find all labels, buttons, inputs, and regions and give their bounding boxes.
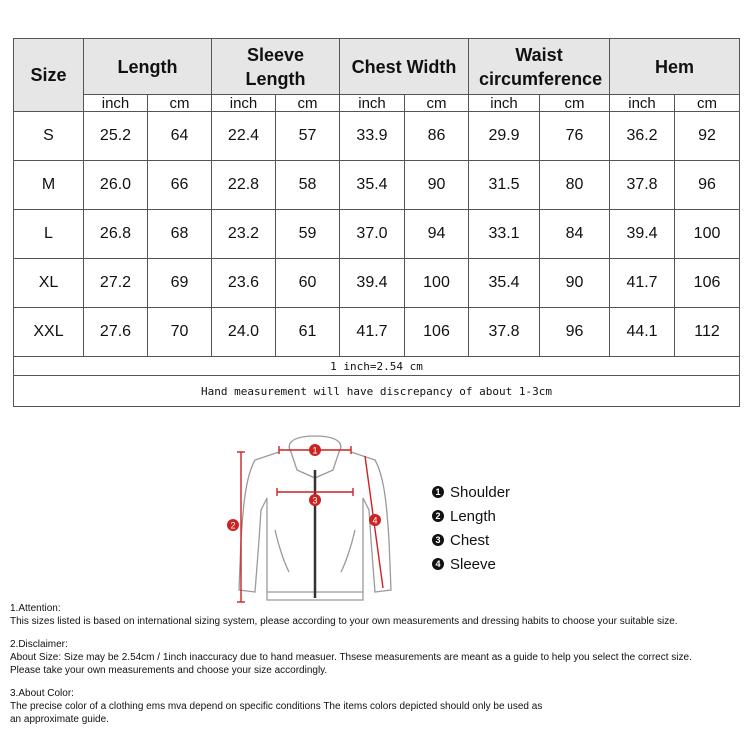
marker-1-label: 1 xyxy=(312,445,318,456)
cell-value: 33.9 xyxy=(340,112,405,161)
cell-value: 84 xyxy=(540,210,610,259)
cell-value: 39.4 xyxy=(340,259,405,308)
cell-value: 39.4 xyxy=(610,210,675,259)
conversion-row xyxy=(14,357,740,376)
cell-value: 69 xyxy=(148,259,212,308)
cell-value: 23.2 xyxy=(212,210,276,259)
header-hem: Hem xyxy=(610,39,740,95)
color-block xyxy=(10,687,745,726)
cell-size: L xyxy=(14,210,84,259)
color-text-2: an approximate guide. xyxy=(10,714,109,725)
attention-title: 1.Attention: xyxy=(10,603,61,614)
cell-value: 58 xyxy=(276,161,340,210)
cell-value: 22.4 xyxy=(212,112,276,161)
header-waist-circumference xyxy=(469,39,610,95)
unit-inch: inch xyxy=(212,95,276,112)
header-sleeve-length-text: Sleeve Length xyxy=(245,44,306,89)
legend-label-shoulder: Shoulder xyxy=(450,483,511,501)
size-chart-table xyxy=(13,38,740,407)
cell-value: 31.5 xyxy=(469,161,540,210)
table-row xyxy=(14,210,740,259)
cell-value: 106 xyxy=(675,259,740,308)
table-row xyxy=(14,308,740,357)
unit-inch: inch xyxy=(610,95,675,112)
header-length: Length xyxy=(84,39,212,95)
header-chest-width: Chest Width xyxy=(340,39,469,95)
header-size: Size xyxy=(14,39,84,112)
cell-value: 70 xyxy=(148,308,212,357)
unit-row xyxy=(14,95,740,112)
marker-1 xyxy=(309,444,321,456)
cell-value: 26.0 xyxy=(84,161,148,210)
notes-section xyxy=(10,602,745,736)
cell-value: 64 xyxy=(148,112,212,161)
marker-4 xyxy=(369,514,381,526)
cell-value: 112 xyxy=(675,308,740,357)
header-row xyxy=(14,39,740,95)
cell-value: 33.1 xyxy=(469,210,540,259)
cell-value: 25.2 xyxy=(84,112,148,161)
disclaimer-text-1: About Size: Size may be 2.54cm / 1inch inaccuracy due to hand measuer. Thsese measurements are meant as a guide to help you select the correct size. xyxy=(10,652,692,663)
legend-number-4: 4 xyxy=(432,558,444,570)
left-pocket xyxy=(275,530,289,572)
measurement-legend xyxy=(432,480,510,576)
unit-inch: inch xyxy=(84,95,148,112)
jacket-diagram xyxy=(215,430,395,610)
legend-item-sleeve xyxy=(432,552,510,576)
cell-value: 59 xyxy=(276,210,340,259)
cell-value: 26.8 xyxy=(84,210,148,259)
legend-label-length: Length xyxy=(450,507,496,525)
marker-3-label: 3 xyxy=(312,495,318,506)
conversion-note: 1 inch=2.54 cm xyxy=(14,357,740,376)
cell-value: 60 xyxy=(276,259,340,308)
cell-value: 66 xyxy=(148,161,212,210)
color-title: 3.About Color: xyxy=(10,688,74,699)
measurement-note: Hand measurement will have discrepancy of about 1-3cm xyxy=(14,376,740,407)
disclaimer-title: 2.Disclaimer: xyxy=(10,639,68,650)
unit-cm: cm xyxy=(540,95,610,112)
unit-inch: inch xyxy=(469,95,540,112)
cell-value: 76 xyxy=(540,112,610,161)
cell-value: 22.8 xyxy=(212,161,276,210)
unit-cm: cm xyxy=(675,95,740,112)
legend-label-sleeve: Sleeve xyxy=(450,555,496,573)
header-waist-text: Waist circumference xyxy=(479,44,603,89)
cell-value: 80 xyxy=(540,161,610,210)
cell-value: 96 xyxy=(540,308,610,357)
legend-item-shoulder xyxy=(432,480,510,504)
legend-number-3: 3 xyxy=(432,534,444,546)
right-pocket xyxy=(341,530,355,572)
cell-size: XL xyxy=(14,259,84,308)
cell-value: 23.6 xyxy=(212,259,276,308)
cell-value: 35.4 xyxy=(469,259,540,308)
table-row xyxy=(14,161,740,210)
cell-value: 94 xyxy=(405,210,469,259)
legend-label-chest: Chest xyxy=(450,531,490,549)
cell-value: 37.8 xyxy=(610,161,675,210)
cell-value: 29.9 xyxy=(469,112,540,161)
disclaimer-block xyxy=(10,638,745,677)
unit-cm: cm xyxy=(148,95,212,112)
cell-value: 27.6 xyxy=(84,308,148,357)
cell-value: 24.0 xyxy=(212,308,276,357)
cell-value: 61 xyxy=(276,308,340,357)
cell-size: M xyxy=(14,161,84,210)
legend-item-length xyxy=(432,504,510,528)
cell-value: 35.4 xyxy=(340,161,405,210)
cell-value: 100 xyxy=(405,259,469,308)
legend-item-chest xyxy=(432,528,510,552)
cell-value: 37.0 xyxy=(340,210,405,259)
cell-value: 41.7 xyxy=(340,308,405,357)
measure-lines xyxy=(237,446,383,602)
cell-value: 57 xyxy=(276,112,340,161)
cell-value: 37.8 xyxy=(469,308,540,357)
marker-4-label: 4 xyxy=(372,515,378,526)
cell-value: 44.1 xyxy=(610,308,675,357)
unit-cm: cm xyxy=(405,95,469,112)
legend-number-2: 2 xyxy=(432,510,444,522)
cell-size: S xyxy=(14,112,84,161)
table-row xyxy=(14,112,740,161)
unit-inch: inch xyxy=(340,95,405,112)
cell-value: 36.2 xyxy=(610,112,675,161)
marker-2-label: 2 xyxy=(230,520,236,531)
marker-3 xyxy=(309,494,321,506)
unit-cm: cm xyxy=(276,95,340,112)
color-text-1: The precise color of a clothing ems mva depend on specific conditions The items colors depicted should only be used as xyxy=(10,701,543,712)
table-row xyxy=(14,259,740,308)
measurement-row xyxy=(14,376,740,407)
cell-value: 100 xyxy=(675,210,740,259)
cell-value: 68 xyxy=(148,210,212,259)
cell-value: 96 xyxy=(675,161,740,210)
cell-value: 106 xyxy=(405,308,469,357)
cell-value: 86 xyxy=(405,112,469,161)
legend-number-1: 1 xyxy=(432,486,444,498)
header-sleeve-length xyxy=(212,39,340,95)
marker-2 xyxy=(227,519,239,531)
disclaimer-text-2: Please take your own measurements and choose your size accordingly. xyxy=(10,665,328,676)
attention-block xyxy=(10,602,745,628)
cell-value: 92 xyxy=(675,112,740,161)
cell-value: 90 xyxy=(405,161,469,210)
cell-value: 90 xyxy=(540,259,610,308)
cell-size: XXL xyxy=(14,308,84,357)
cell-value: 27.2 xyxy=(84,259,148,308)
attention-text: This sizes listed is based on international sizing system, please according to your own measurements and dressing habits to choose your suitable size. xyxy=(10,616,678,627)
cell-value: 41.7 xyxy=(610,259,675,308)
